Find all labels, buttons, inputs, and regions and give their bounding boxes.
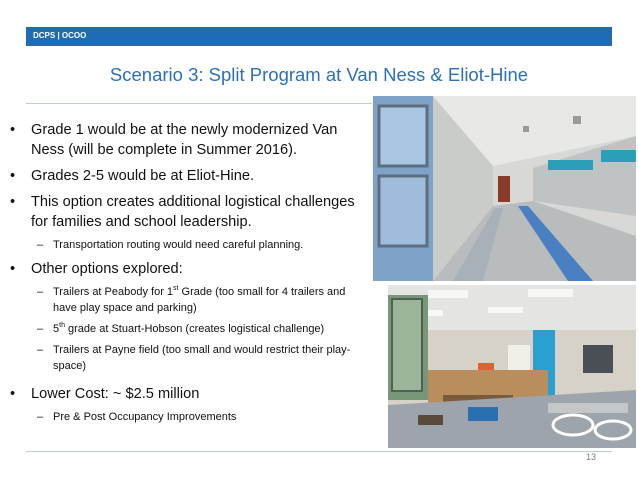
sub-bullet-text: Grade (too small for 4 trailers and have play space and parking) — [53, 286, 346, 314]
sub-bullet-item: – Trailers at Payne field (too small and would restrict their play-space) — [37, 344, 351, 372]
sub-bullet-text: grade at Stuart-Hobson (creates logistical challenge) — [64, 323, 325, 335]
sub-bullet-item: – 5th grade at Stuart-Hobson (creates logistical challenge) — [37, 322, 325, 335]
bullet-text: Grades 2-5 would be at Eliot-Hine. — [31, 168, 255, 184]
footer-divider — [26, 451, 612, 452]
slide-title: Scenario 3: Split Program at Van Ness & Eliot-Hine — [109, 64, 529, 85]
bullet-list — [8, 120, 368, 431]
header-bar — [26, 27, 612, 46]
sub-bullet-text: 5 — [53, 323, 60, 335]
sub-bullet-text: Transportation routing would need careful planning. — [53, 239, 304, 251]
sub-bullet-text: Trailers at Payne field (too small and would restrict their play-space) — [53, 344, 351, 372]
bullet-item: • Grades 2-5 would be at Eliot-Hine. — [10, 168, 255, 184]
bullet-text: This option creates additional logistical challenges for families and school leadership. — [31, 194, 355, 230]
sub-bullet-item: – Transportation routing would need careful planning. — [37, 239, 304, 251]
page-number: 13 — [586, 452, 597, 462]
superscript: th — [59, 322, 65, 329]
bullet-item: • Grade 1 would be at the newly modernized Van Ness (will be complete in Summer 2016). — [10, 122, 338, 158]
bullet-item: • Other options explored: — [10, 261, 183, 277]
org-label: DCPS | OCOO — [33, 31, 87, 40]
sub-bullet-item: – Trailers at Peabody for 1st Grade (too small for 4 trailers and have play space and parking) — [37, 285, 346, 314]
superscript: st — [173, 285, 179, 292]
bullet-text: Grade 1 would be at the newly modernized Van Ness (will be complete in Summer 2016). — [31, 122, 338, 158]
sub-bullet-item: – Pre & Post Occupancy Improvements — [37, 411, 237, 423]
bullet-text: Other options explored: — [31, 261, 183, 277]
hallway-photo — [373, 96, 636, 281]
bullet-text: Lower Cost: ~ $2.5 million — [31, 386, 200, 402]
sub-bullet-text: Trailers at Peabody for 1 — [53, 286, 174, 298]
title-divider — [26, 103, 372, 104]
classroom-photo — [388, 285, 636, 448]
sub-bullet-text: Pre & Post Occupancy Improvements — [53, 411, 237, 423]
bullet-item: • Lower Cost: ~ $2.5 million — [10, 386, 200, 402]
bullet-item: • This option creates additional logistical challenges for families and school leadership. — [10, 194, 355, 230]
